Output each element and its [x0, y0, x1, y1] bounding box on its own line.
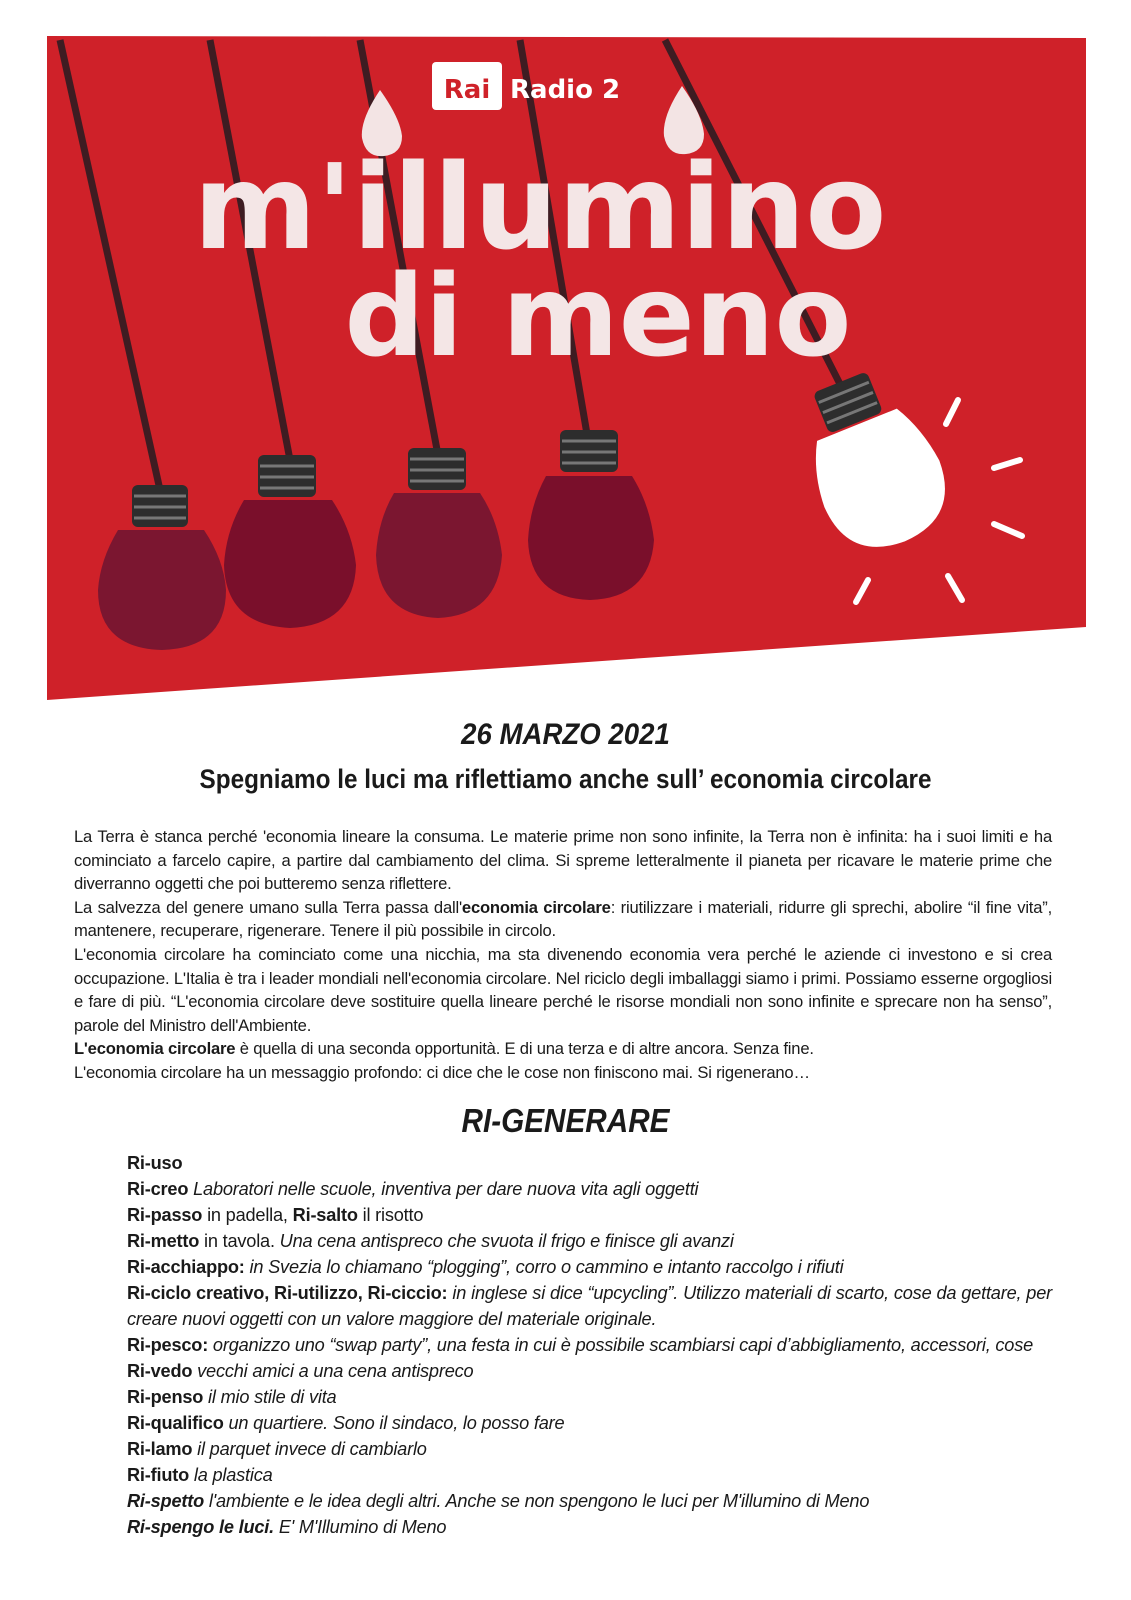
- rigenerare-list: [127, 1150, 1052, 1540]
- highlight-economia-circolare: economia circolare: [461, 897, 611, 917]
- list-item: Ri-acchiappo: in Svezia lo chiamano “plogging”, corro o cammino e intanto raccolgo i rifiuti: [127, 1257, 844, 1277]
- page-subtitle: Spegniamo le luci ma riflettiamo anche sull’ economia circolare: [199, 764, 932, 794]
- list-item: Ri-spengo le luci. E' M'Illumino di Meno: [127, 1517, 447, 1537]
- banner-illustration: [0, 0, 1131, 720]
- list-item: Ri-uso: [127, 1153, 183, 1173]
- intro-text: [74, 825, 1052, 1085]
- brand-rai: Rai: [443, 75, 491, 105]
- list-item: Ri-creo Laboratori nelle scuole, inventiva per dare nuova vita agli oggetti: [127, 1179, 699, 1199]
- list-item: Ri-qualifico un quartiere. Sono il sindaco, lo posso fare: [127, 1413, 565, 1433]
- banner-title-line2: di meno: [344, 252, 852, 382]
- intro-paragraph-5: L'economia circolare ha un messaggio profondo: ci dice che le cose non finiscono mai. Si rigenerano…: [74, 1062, 810, 1082]
- section-title-rigenerare: RI-GENERARE: [461, 1102, 670, 1139]
- list-item: Ri-fiuto la plastica: [127, 1465, 273, 1485]
- banner-title-line1: m'illumino: [193, 138, 887, 276]
- intro-paragraph-1: La Terra è stanca perché 'economia lineare la consuma. Le materie prime non sono infinite, la Terra non è infinita: ha i suoi limiti e ha cominciato a farcelo capire, a partire dal cambiamento del clima. Si spreme letteralmente il pianeta per ricavare le materie prime che diverranno oggetti che poi butteremo senza riflettere.: [74, 827, 1052, 894]
- event-date: 26 MARZO 2021: [461, 718, 670, 751]
- list-item: Ri-pesco: organizzo uno “swap party”, una festa in cui è possibile scambiarsi capi d’abbigliamento, accessori, cose: [127, 1335, 1034, 1355]
- brand-radio: Radio 2: [510, 75, 621, 105]
- intro-paragraph-2: La salvezza del genere umano sulla Terra passa dall'economia circolare: riutilizzare i materiali, ridurre gli sprechi, abolire “il fine vita”, mantenere, recuperare, rigenerare. Tenere il più possibile in circolo.: [74, 897, 1052, 941]
- list-item: Ri-spetto l'ambiente e le idea degli altri. Anche se non spengono le luci per M'illumino di Meno: [127, 1491, 870, 1511]
- list-item: Ri-ciclo creativo, Ri-utilizzo, Ri-ciccio: in inglese si dice “upcycling”. Utilizzo materiali di scarto, cose da gettare, per creare nuovi oggetti con un valore maggiore del materiale originale.: [127, 1283, 1052, 1329]
- list-item: Ri-metto in tavola. Una cena antispreco che svuota il frigo e finisce gli avanzi: [127, 1231, 734, 1251]
- list-item: Ri-vedo vecchi amici a una cena antispreco: [127, 1361, 474, 1381]
- intro-paragraph-3: L'economia circolare ha cominciato come una nicchia, ma sta divenendo economia vera perché le aziende ci investono e si crea occupazione. L'Italia è tra i leader mondiali nell'economia circolare. Nel riciclo degli imballaggi siamo i primi. Possiamo esserne orgogliosi e fare di più. “L'economia circolare deve sostituire quella lineare perché le risorse mondiali non sono infinite e sprecare non ha senso”, parole del Ministro dell'Ambiente.: [74, 944, 1052, 1035]
- intro-paragraph-4: L'economia circolare è quella di una seconda opportunità. E di una terza e di altre ancora. Senza fine.: [74, 1039, 814, 1059]
- list-item: Ri-passo in padella, Ri-salto il risotto: [127, 1205, 424, 1225]
- list-item: Ri-penso il mio stile di vita: [127, 1387, 337, 1407]
- list-item: Ri-lamo il parquet invece di cambiarlo: [127, 1439, 427, 1459]
